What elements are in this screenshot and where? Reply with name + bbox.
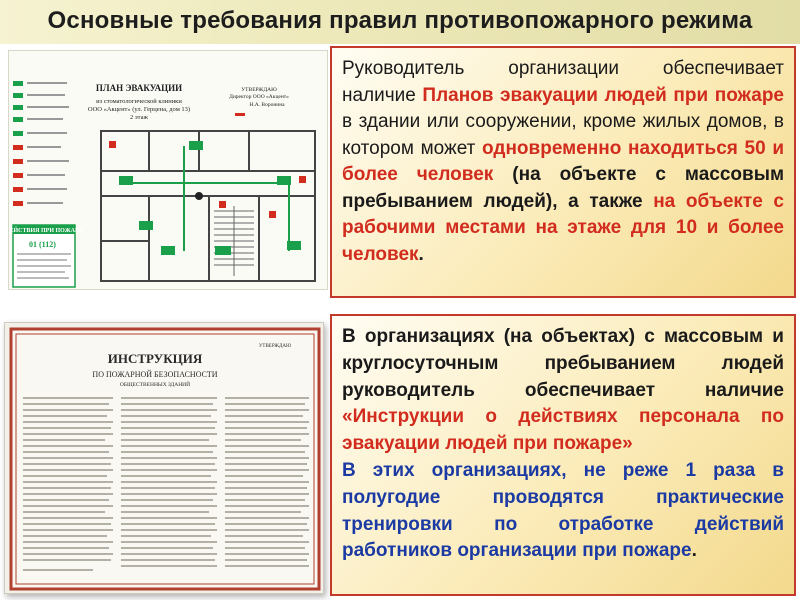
instruction-subheading-2: ОБЩЕСТВЕННЫХ ЗДАНИЙ xyxy=(119,382,191,388)
plan-subtitle-1: из стоматологической клиники xyxy=(96,98,182,105)
fire-extinguisher-signs xyxy=(109,141,306,218)
plan-heading: ПЛАН ЭВАКУАЦИИ xyxy=(95,83,183,93)
page-title: Основные требования правил противопожарного режима xyxy=(47,7,753,34)
stairs xyxy=(214,206,254,276)
card1-highlight-workplaces: на объекте с рабочими местами на этаже для 10 и более человек xyxy=(342,190,784,265)
card1-highlight-plans: Планов эвакуации людей при пожаре xyxy=(422,84,785,106)
plan-legend xyxy=(9,81,83,287)
card2-part-1: В организациях (на объектах) с массовым и круглосуточным пребыванием людей руководитель обеспечивает наличие xyxy=(342,326,784,401)
card2-highlight-drills: В этих организациях, не реже 1 раза в полугодие проводятся практические тренировки по отработке действий работников организации при пожаре xyxy=(342,459,784,562)
title-band xyxy=(0,0,800,44)
card1-highlight-50-people: одновременно находиться 50 и более человек xyxy=(342,137,784,185)
card1-text xyxy=(342,56,784,268)
instruction-subheading: ПО ПОЖАРНОЙ БЕЗОПАСНОСТИ xyxy=(92,370,218,379)
instruction-approve: УТВЕРЖДАЮ xyxy=(258,344,292,349)
emergency-phone: 01 (112) xyxy=(29,240,56,249)
evacuation-routes xyxy=(119,146,289,251)
floor-plan xyxy=(101,131,315,281)
evacuation-plan-image xyxy=(8,50,328,290)
plan-approve-3: Н.А. Воронина xyxy=(249,102,285,108)
evacuation-instruction-requirement-card xyxy=(330,314,796,596)
fire-safety-instruction-image xyxy=(4,322,324,594)
plan-approve-1: УТВЕРЖДАЮ xyxy=(241,87,277,93)
actions-header: ДЕЙСТВИЯ ПРИ ПОЖАРЕ xyxy=(9,228,83,234)
instruction-heading: ИНСТРУКЦИЯ xyxy=(107,351,203,366)
plan-floor: 2 этаж xyxy=(130,114,148,121)
card1-part-7: . xyxy=(418,243,424,265)
evacuation-plan-drawing xyxy=(9,51,329,291)
you-are-here-marker xyxy=(195,192,203,200)
card1-part-1: Руководитель организации обеспечивает наличие xyxy=(342,58,784,106)
card2-part-4: . xyxy=(691,540,697,562)
card2-text-1 xyxy=(342,324,784,458)
card2-highlight-instruction: «Инструкции о действиях персонала по эвакуации людей при пожаре» xyxy=(342,406,784,455)
card2-text-2 xyxy=(342,458,784,565)
plan-approve-2: Директор ООО «Акцент» xyxy=(229,94,289,100)
card1-part-5: (на объекте с массовым пребыванием людей), а также xyxy=(342,164,785,212)
card1-part-3: в здании или сооружении, кроме жилых домов, в котором может xyxy=(342,111,784,159)
instruction-drawing xyxy=(5,323,325,595)
evacuation-plan-requirement-card xyxy=(330,46,796,298)
plan-subtitle-2: ООО «Акцент» (ул. Герцена, дом 13) xyxy=(87,106,191,113)
